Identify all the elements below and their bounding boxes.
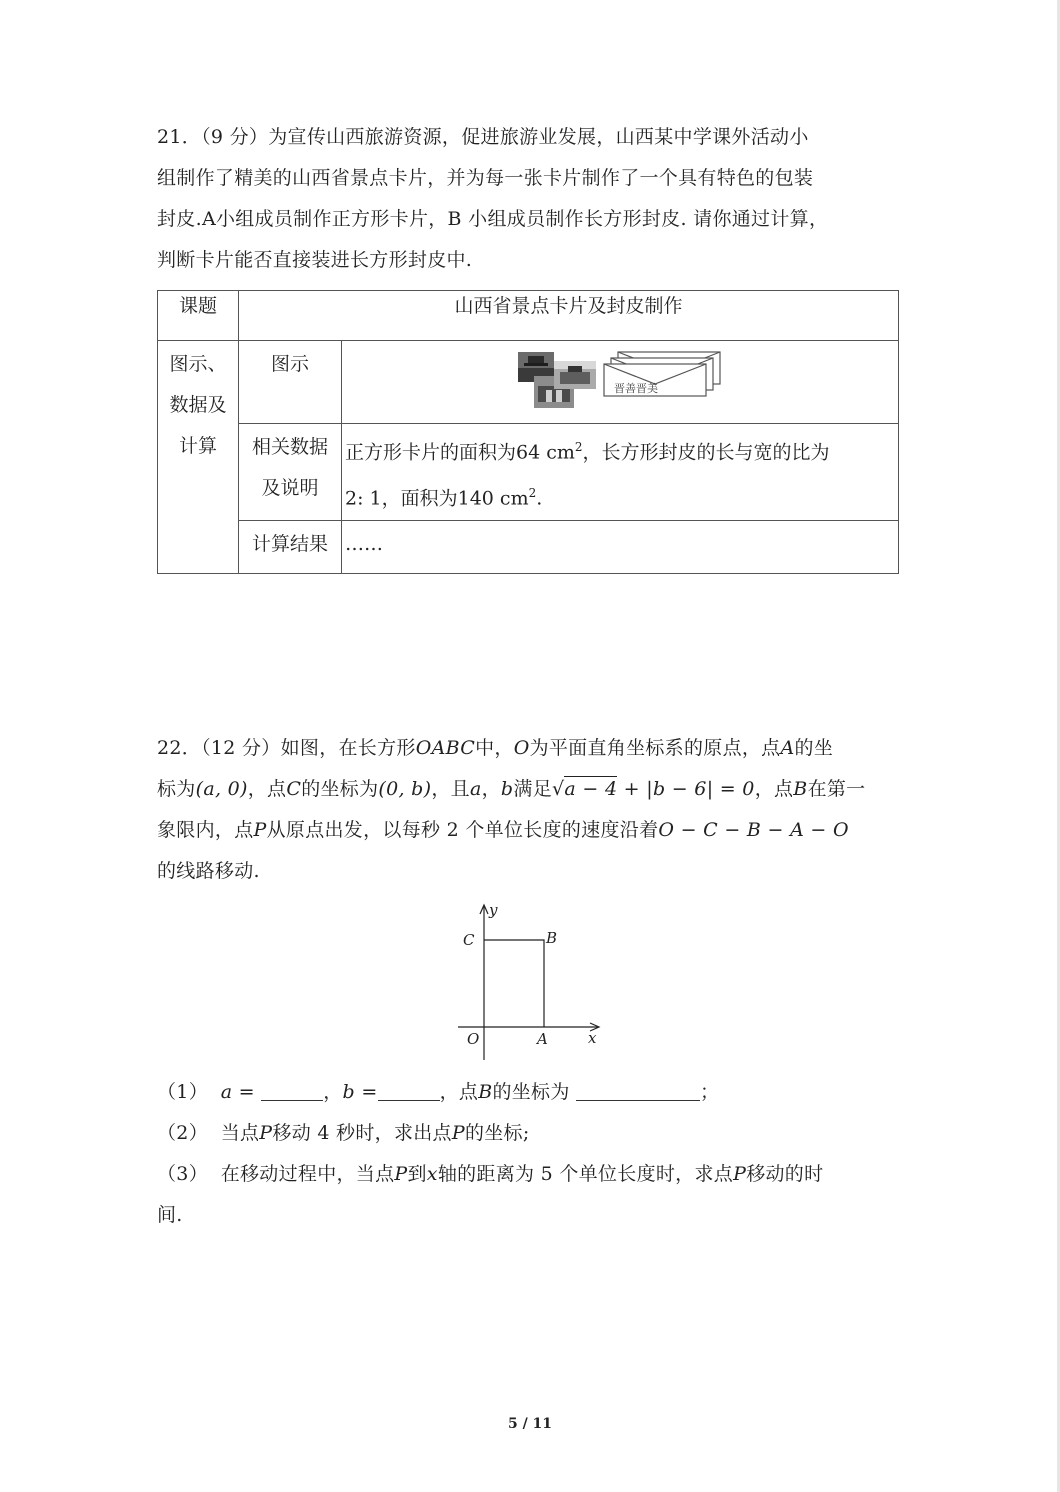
- answer-blank-a[interactable]: [261, 1080, 323, 1101]
- q21-line-4: 判断卡片能否直接装进长方形封皮中.: [157, 249, 473, 271]
- q21-line-3: 封皮.A小组成员制作正方形卡片，B 小组成员制作长方形封皮. 请你通过计算，: [157, 208, 829, 230]
- label-c: C: [463, 931, 475, 949]
- table-row-topic: [158, 291, 899, 341]
- card-info-table: [157, 290, 899, 574]
- topic-label: 课题: [158, 291, 239, 341]
- cards-envelope-illustration: [518, 350, 728, 412]
- answer-blank-b-coordinate[interactable]: [576, 1080, 700, 1101]
- left-column-label: 图示、 数据及 计算: [158, 341, 239, 574]
- data-label: 相关数据 及说明: [239, 424, 342, 521]
- q22-line-4: 的线路移动.: [157, 860, 260, 882]
- q21-number: 21．: [157, 126, 202, 148]
- data-value: [342, 424, 899, 521]
- table-row-image: [158, 341, 899, 424]
- rectangle-oabc: [484, 940, 544, 1027]
- result-value: ……: [342, 520, 899, 573]
- image-label: 图示: [239, 341, 342, 424]
- q21-line-2: 组制作了精美的山西省景点卡片，并为每一张卡片制作了一个具有特色的包装: [157, 167, 814, 189]
- data-line-1: 正方形卡片的面积为64 $cm^2$，长方形封皮的长与宽的比为: [345, 440, 830, 464]
- result-label: 计算结果: [239, 520, 342, 573]
- topic-value: 山西省景点卡片及封皮制作: [239, 291, 899, 341]
- q22-score: （12 分）: [201, 737, 281, 759]
- table-row-result: [158, 520, 899, 573]
- question-21-text: [157, 117, 897, 281]
- q21-score: （9 分）: [201, 126, 269, 148]
- data-line-2: 2: 1，面积为140 $cm^2$.: [345, 486, 543, 510]
- sub-question-1: （1） a = ，b = ，点B的坐标为 ；: [157, 1081, 720, 1103]
- answer-blank-b[interactable]: [378, 1080, 440, 1101]
- image-cell: [342, 341, 899, 424]
- table-row-data: [158, 424, 899, 521]
- scenic-photo-3: [554, 361, 596, 389]
- label-y: y: [489, 901, 498, 919]
- sub-question-3: （3） 在移动过程中，当点P到x轴的距离为 5 个单位长度时，求点P移动的时: [157, 1163, 824, 1185]
- question-22-subquestions: [157, 1072, 897, 1236]
- label-o: O: [467, 1030, 480, 1048]
- q21-line-1: 21．（9 分）为宣传山西旅游资源，促进旅游业发展，山西某中学课外活动小: [157, 126, 809, 148]
- sub-question-3-end: 间.: [157, 1204, 183, 1226]
- label-b: B: [546, 929, 558, 947]
- q22-number: 22．: [157, 737, 202, 759]
- q22-line-2: 标为(a, 0)，点C的坐标为(0, b)，且a，b满足√a − 4 + |b − 6| = 0，点B在第一: [157, 778, 866, 800]
- label-a: A: [537, 1030, 548, 1048]
- label-x: x: [588, 1029, 597, 1047]
- coordinate-figure: [450, 900, 610, 1065]
- page-number: 5 / 11: [507, 1416, 553, 1432]
- q22-line-1: 22．（12 分）如图，在长方形OABC中，O为平面直角坐标系的原点，点A的坐: [157, 737, 834, 759]
- envelope-label: 晋善晋美: [614, 382, 658, 395]
- question-22-text: [157, 728, 897, 892]
- q22-line-3: 象限内，点P从原点出发，以每秒 2 个单位长度的速度沿着O − C − B − A − O: [157, 819, 849, 841]
- sub-question-2: （2） 当点P移动 4 秒时，求出点P的坐标;: [157, 1122, 530, 1144]
- sqrt-symbol: √: [552, 778, 565, 800]
